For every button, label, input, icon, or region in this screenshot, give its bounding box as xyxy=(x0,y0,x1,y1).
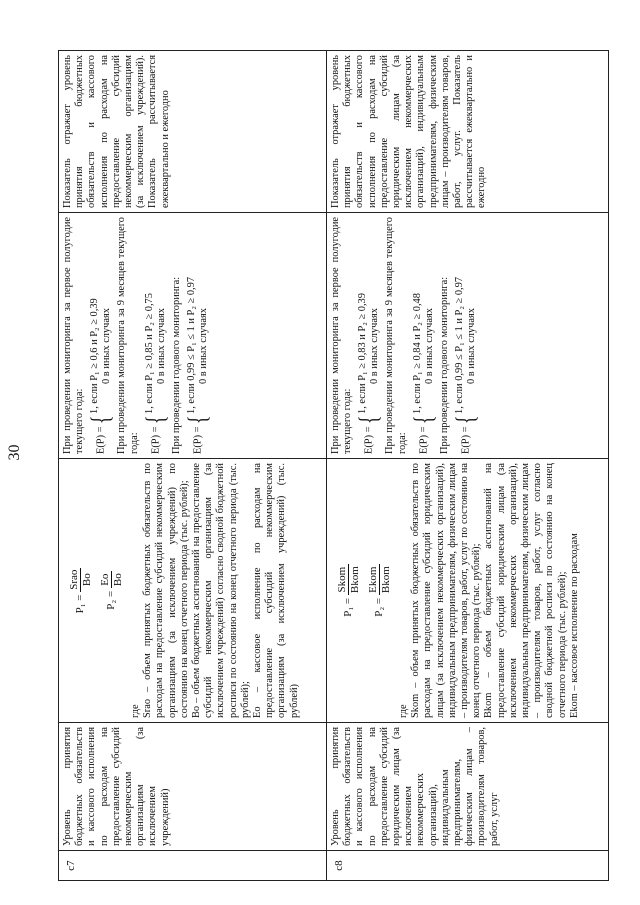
eval-intro: При проведении мониторинга за первое полугодие текущего года: xyxy=(62,217,86,454)
eval-formula: E(P) ={ 1, если P₁ ≥ 0,85 и P₂ ≥ 0,75 0 в иных случаях xyxy=(140,293,170,454)
calculation-cell xyxy=(59,459,327,723)
indicators-table xyxy=(58,50,609,881)
formula-p1: P₁ = Srao Bo xyxy=(68,569,93,614)
eval-formula: E(P) ={ 1, если 0,99 ≤ P₁ ≤ 1 и P₂ ≥ 0,97 0 в иных случаях xyxy=(451,276,481,454)
table-row xyxy=(59,51,327,881)
calculation-cell xyxy=(327,459,609,723)
evaluation-cell xyxy=(327,213,609,459)
eval-formula: E(P) ={ 1, если P₁ ≥ 0,84 и P₂ ≥ 0,48 0 в иных случаях xyxy=(408,293,438,454)
explanation: Ekom – кассовое исполнение по расходам xyxy=(568,533,580,718)
eval-formula: E(P) ={ 1, если P₁ ≥ 0,6 и P₂ ≥ 0,39 0 в иных случаях xyxy=(86,298,116,454)
table-row xyxy=(327,51,609,881)
row-code: с7 xyxy=(59,851,327,881)
explanation: Bkom – объем бюджетных ассигнований на предоставление субсидий юридическим лицам (за исключением некоммерческих организаций), индивидуальным предпринимателям, физическим лицам – производителям товаров, работ, услуг согласно сводной бюджетной росписи по состоянию на конец отчетного периода (тыс. рублей); xyxy=(483,463,568,718)
comment-cell: Показатель отражает уровень принятия бюджетных обязательств и кассового исполнения по расходам на предоставление субсидий некоммерческим организациям (за исключением учреждений). Показатель рассчитывается ежеквартально и ежегодно xyxy=(59,51,327,213)
formula-p1: P₁ = Skom Bkom xyxy=(336,566,361,617)
explanation: Srao – объем принятых бюджетных обязательств по расходам на предоставление субсидий некоммерческим организациям (за исключением учреждений) по состоянию на конец отчетного периода (тыс. рублей); xyxy=(142,463,190,718)
eval-intro: При проведении мониторинга за первое полугодие текущего года: xyxy=(330,217,354,454)
eval-intro: При проведении годового мониторинга: xyxy=(438,276,450,454)
row-code: с8 xyxy=(327,851,609,881)
explanation: Skom – объем принятых бюджетных обязательств по расходам на предоставление субсидий юридическим лицам (за исключением некоммерческих организаций), индивидуальным предпринимателям, физическим лицам – производителям товаров, работ, услуг по состоянию на конец отчетного периода (тыс. рублей); xyxy=(410,463,483,718)
where-label: где xyxy=(130,704,141,718)
eval-formula: E(P) ={ 1, если 0,99 ≤ P₁ ≤ 1 и P₂ ≥ 0,97 0 в иных случаях xyxy=(183,276,213,454)
formula-p2: P₂ = Ekom Bkom xyxy=(367,566,392,617)
evaluation-cell xyxy=(59,213,327,459)
explanation: Bo – объем бюджетных ассигнований на предоставление субсидий некоммерческим организациям (за исключением учреждений) согласно сводной бюджетной росписи по состоянию на конец отчетного периода (тыс. рублей); xyxy=(191,463,251,718)
eval-intro: При проведении мониторинга за 9 месяцев текущего года: xyxy=(116,217,140,454)
page-number: 30 xyxy=(6,444,23,461)
eval-intro: При проведении годового мониторинга: xyxy=(170,276,182,454)
formula-p2: P₂ = Eo Bo xyxy=(99,573,124,610)
eval-intro: При проведении мониторинга за 9 месяцев текущего года: xyxy=(384,217,408,454)
comment-cell: Показатель отражает уровень принятия бюджетных обязательств и кассового исполнения по расходам на предоставление субсидий юридическим лицам (за исключением некоммерческих организаций), индивидуальным предпринимателям, физическим лицам – производителям товаров, работ, услуг. Показатель рассчитывается ежеквартально и ежегодно xyxy=(327,51,609,213)
indicator-name: Уровень принятия бюджетных обязательств и кассового исполнения по расходам на предоставление субсидий юридическим лицам (за исключением некоммерческих организаций), индивидуальным предпринимателям, физическим лицам – производителям товаров, работ, услуг xyxy=(327,723,609,851)
indicator-name: Уровень принятия бюджетных обязательств и кассового исполнения по расходам на предоставление субсидий некоммерческим организациям (за исключением учреждений) xyxy=(59,723,327,851)
where-label: где xyxy=(398,704,409,718)
explanation: Eo – кассовое исполнение по расходам на предоставление субсидий некоммерческим организациям (за исключением учреждений) (тыс. рублей) xyxy=(252,463,300,718)
eval-formula: E(P) ={ 1, если P₁ ≥ 0,83 и P₂ ≥ 0,39 0 в иных случаях xyxy=(354,293,384,454)
